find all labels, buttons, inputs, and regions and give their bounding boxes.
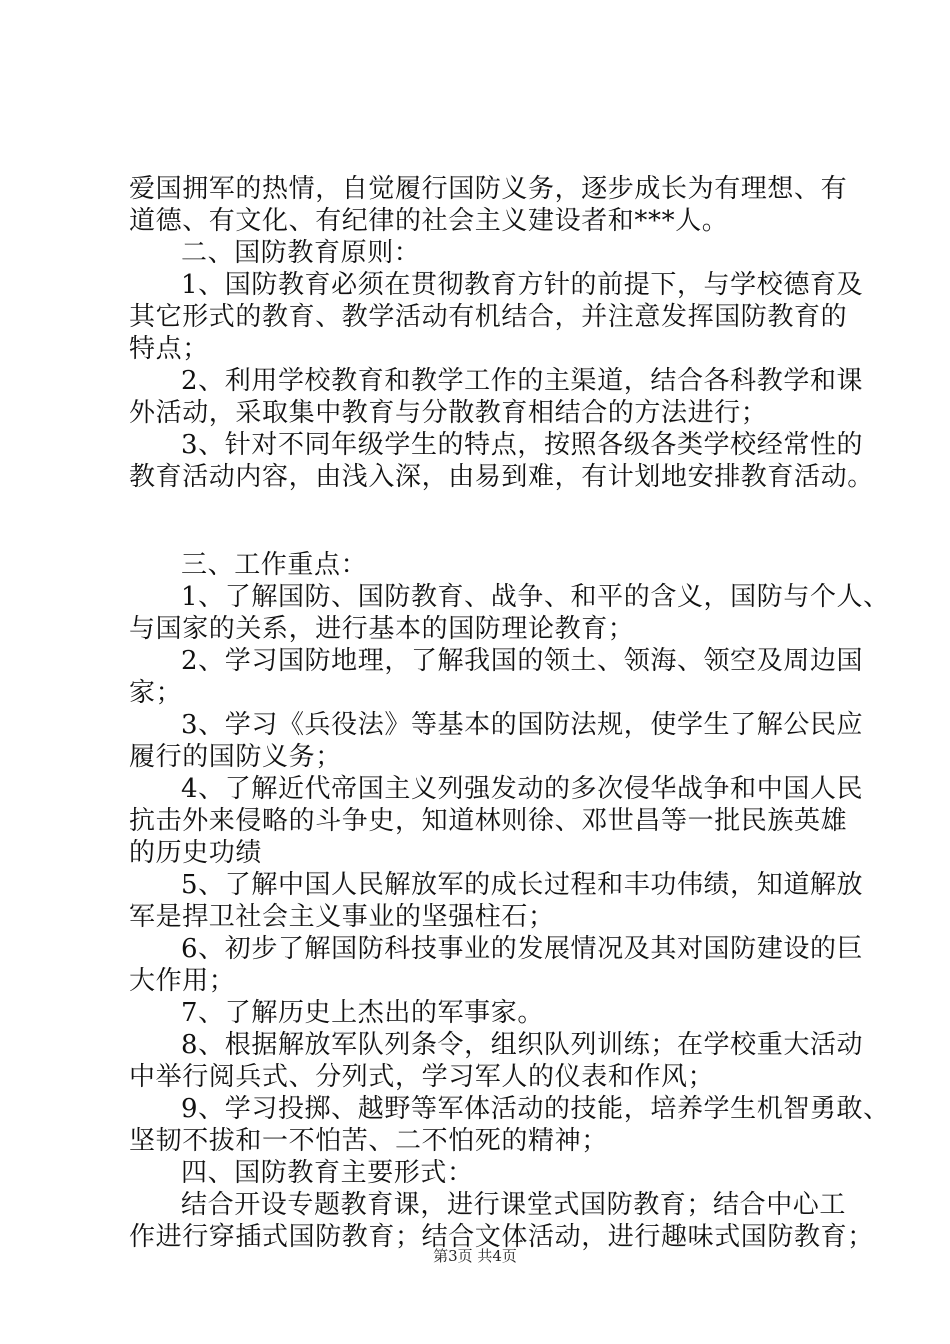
text-line: 1、国防教育必须在贯彻教育方针的前提下，与学校德育及 <box>181 270 864 300</box>
section-heading: 四、国防教育主要形式： <box>181 1158 474 1188</box>
text-line: 1、了解国防、国防教育、战争、和平的含义，国防与个人、 <box>181 582 890 612</box>
text-line: 2、利用学校教育和教学工作的主渠道，结合各科教学和课 <box>181 366 864 396</box>
text-line: 爱国拥军的热情，自觉履行国防义务，逐步成长为有理想、有 <box>129 174 848 204</box>
text-line: 的历史功绩 <box>129 838 263 868</box>
text-line: 军是捍卫社会主义事业的坚强柱石； <box>129 902 555 932</box>
text-line: 与国家的关系，进行基本的国防理论教育； <box>129 614 635 644</box>
text-line: 道德、有文化、有纪律的社会主义建设者和***人。 <box>129 206 729 236</box>
blank-line <box>129 493 844 549</box>
document-body <box>129 173 890 1253</box>
text-line: 6、初步了解国防科技事业的发展情况及其对国防建设的巨 <box>181 934 864 964</box>
text-line: 5、了解中国人民解放军的成长过程和丰功伟绩，知道解放 <box>181 870 864 900</box>
text-line: 其它形式的教育、教学活动有机结合，并注意发挥国防教育的 <box>129 302 848 332</box>
text-line: 抗击外来侵略的斗争史，知道林则徐、邓世昌等一批民族英雄 <box>129 806 848 836</box>
text-line: 3、针对不同年级学生的特点，按照各级各类学校经常性的 <box>181 430 864 460</box>
text-line: 9、学习投掷、越野等军体活动的技能，培养学生机智勇敢、 <box>181 1094 890 1124</box>
text-line: 中举行阅兵式、分列式，学习军人的仪表和作风； <box>129 1062 715 1092</box>
text-line: 大作用； <box>129 966 236 996</box>
section-heading: 二、国防教育原则： <box>181 238 421 268</box>
text-line: 外活动，采取集中教育与分散教育相结合的方法进行； <box>129 398 768 428</box>
text-line: 坚韧不拔和一不怕苦、二不怕死的精神； <box>129 1126 608 1156</box>
text-line: 教育活动内容，由浅入深，由易到难，有计划地安排教育活动。 <box>129 462 874 492</box>
text-line: 作进行穿插式国防教育；结合文体活动，进行趣味式国防教育； <box>129 1222 874 1252</box>
text-line: 结合开设专题教育课，进行课堂式国防教育；结合中心工 <box>181 1190 847 1220</box>
text-line: 7、了解历史上杰出的军事家。 <box>181 998 544 1028</box>
text-line: 8、根据解放军队列条令，组织队列训练；在学校重大活动 <box>181 1030 864 1060</box>
text-line: 2、学习国防地理，了解我国的领土、领海、领空及周边国 <box>181 646 864 676</box>
text-line: 特点； <box>129 334 209 364</box>
text-line: 4、了解近代帝国主义列强发动的多次侵华战争和中国人民 <box>181 774 864 804</box>
section-heading: 三、工作重点： <box>181 550 368 580</box>
text-line: 履行的国防义务； <box>129 742 342 772</box>
text-line: 家； <box>129 678 183 708</box>
text-line: 3、学习《兵役法》等基本的国防法规，使学生了解公民应 <box>181 710 864 740</box>
page-number-footer: 第3页 共4页 <box>433 1247 517 1265</box>
